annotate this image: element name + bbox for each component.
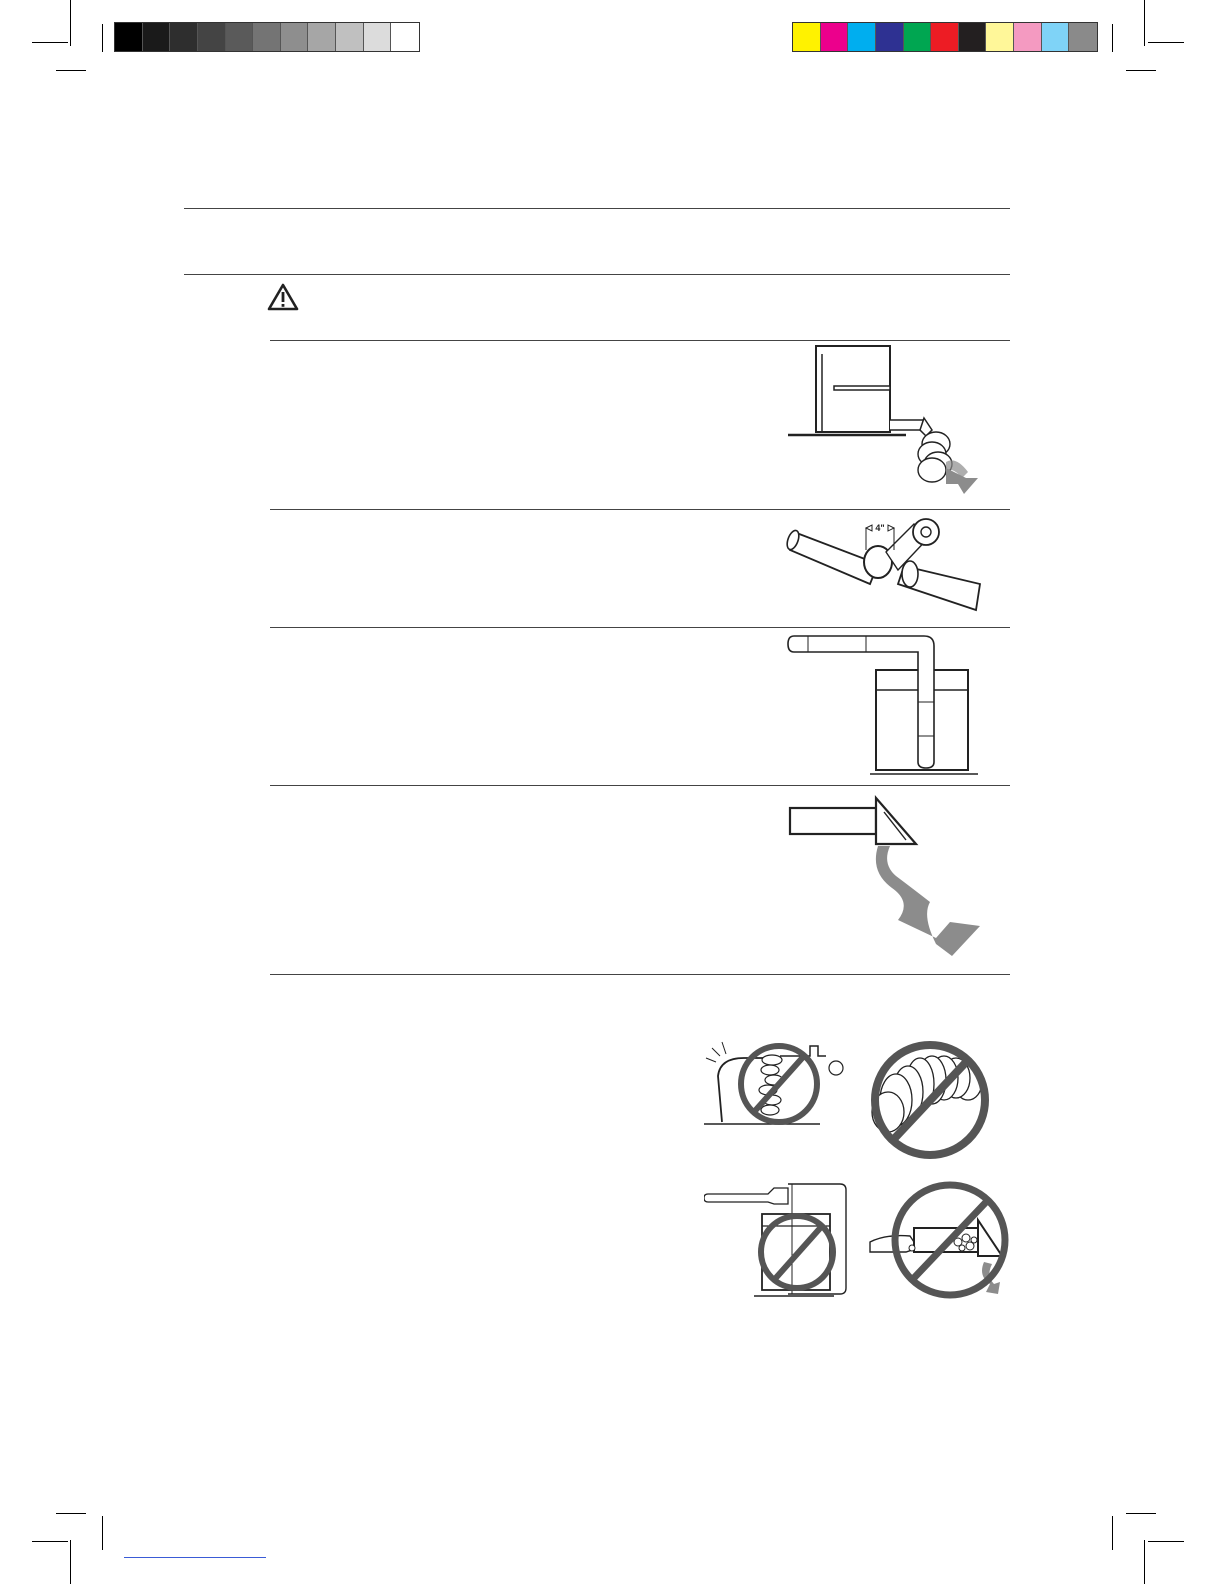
- prohibited-crushed-duct-illustration: [700, 1034, 860, 1134]
- crop-mark-top-right-vertical: [1144, 0, 1145, 46]
- crop-mark-top-left-vertical-inner: [102, 24, 103, 52]
- grayscale-swatch: [308, 23, 336, 51]
- color-swatch: [931, 23, 959, 51]
- exhaust-hood-airflow-illustration: [786, 792, 986, 958]
- item-rule-2: [270, 509, 1010, 510]
- grayscale-swatch: [226, 23, 254, 51]
- grayscale-swatch: [170, 23, 198, 51]
- crop-mark-top-right-horizontal-inner: [1126, 70, 1156, 71]
- color-swatch: [904, 23, 932, 51]
- crop-mark-bottom-right-horizontal: [1148, 1541, 1184, 1542]
- grayscale-swatch: [143, 23, 171, 51]
- crop-mark-top-right-horizontal: [1148, 42, 1184, 43]
- crop-mark-top-left-vertical: [70, 0, 71, 46]
- crop-mark-bottom-right-horizontal-inner: [1126, 1513, 1156, 1514]
- color-swatch: [793, 23, 821, 51]
- footer-link-underline: [124, 1557, 266, 1558]
- section-top-rule: [184, 208, 1010, 209]
- crop-mark-bottom-left-vertical: [70, 1540, 71, 1584]
- crop-mark-bottom-right-vertical-inner: [1112, 1516, 1113, 1550]
- crop-mark-bottom-left-vertical-inner: [102, 1516, 103, 1550]
- dryer-exhaust-hood-illustration: [786, 344, 986, 496]
- crop-mark-bottom-left-horizontal-inner: [56, 1513, 86, 1514]
- color-swatch: [1014, 23, 1042, 51]
- item-rule-3: [270, 627, 1010, 628]
- item-rule-4: [270, 785, 1010, 786]
- grayscale-calibration-strip: [114, 22, 420, 52]
- prohibited-duct-behind-dryer-illustration: [704, 1180, 854, 1304]
- prohibited-blocked-exhaust-hood-illustration: [866, 1176, 1012, 1304]
- grayscale-swatch: [336, 23, 364, 51]
- grayscale-swatch: [115, 23, 143, 51]
- color-swatch: [821, 23, 849, 51]
- grayscale-swatch: [364, 23, 392, 51]
- color-swatch: [848, 23, 876, 51]
- item-rule-5: [270, 974, 1010, 975]
- prohibited-flexible-foil-duct-illustration: [868, 1038, 992, 1162]
- color-swatch: [876, 23, 904, 51]
- color-calibration-strip: [792, 22, 1098, 52]
- crop-mark-top-left-horizontal-inner: [56, 70, 86, 71]
- grayscale-swatch: [198, 23, 226, 51]
- duct-route-above-dryer-illustration: [786, 632, 986, 778]
- color-swatch: [1042, 23, 1070, 51]
- crop-mark-top-right-vertical-inner: [1112, 24, 1113, 52]
- color-swatch: [959, 23, 987, 51]
- item-rule-1: [270, 340, 1010, 341]
- grayscale-swatch: [391, 23, 419, 51]
- grayscale-swatch: [281, 23, 309, 51]
- grayscale-swatch: [253, 23, 281, 51]
- crop-mark-bottom-left-horizontal: [32, 1541, 68, 1542]
- warning-triangle-icon: [266, 282, 300, 312]
- crop-mark-top-left-horizontal: [32, 42, 68, 43]
- section-header-rule: [184, 274, 1010, 275]
- crop-mark-bottom-right-vertical: [1144, 1540, 1145, 1584]
- color-swatch: [986, 23, 1014, 51]
- color-swatch: [1069, 23, 1097, 51]
- duct-joint-tape-illustration: [786, 514, 986, 620]
- duct-dimension-label: 4": [875, 523, 885, 533]
